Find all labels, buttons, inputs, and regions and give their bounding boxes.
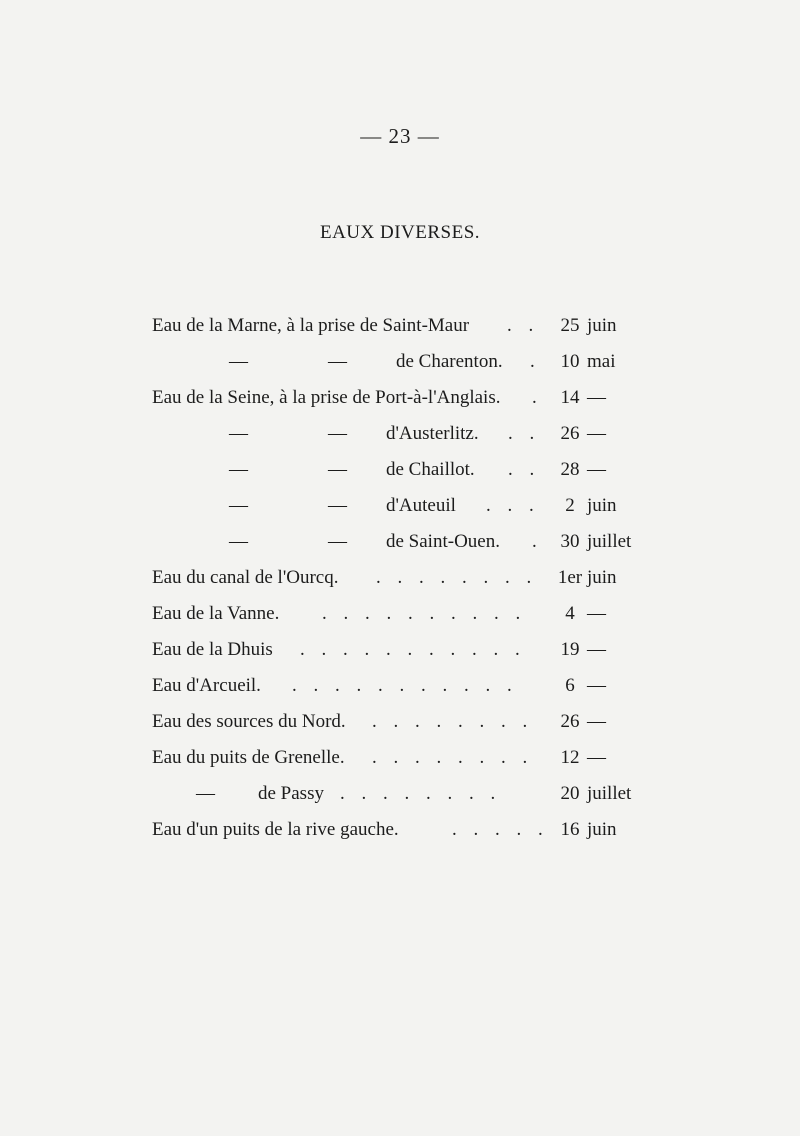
entry-day: 1er [557, 567, 583, 588]
leader-dots: . . . . . . . . . . . [292, 675, 518, 696]
ditto-dash: — [229, 351, 248, 372]
leader-dots: . . . . . . . . [340, 783, 502, 804]
entry-month: — [587, 675, 606, 696]
entry-month: — [587, 711, 606, 732]
entry-sublabel: de Chaillot. [386, 459, 475, 480]
ditto-dash: — [328, 495, 347, 516]
ditto-dash: — [229, 423, 248, 444]
leader-dots: . . [508, 459, 541, 480]
entry-month: juin [587, 495, 617, 516]
section-heading: EAUX DIVERSES. [319, 222, 481, 243]
leader-dots: . . . . . . . . . . [322, 603, 527, 624]
entry-month: — [587, 459, 606, 480]
entry-row [0, 632, 800, 668]
entry-day: 26 [560, 423, 580, 444]
entry-month: juillet [587, 531, 632, 552]
entry-row [0, 560, 800, 596]
ditto-dash: — [328, 459, 347, 480]
entry-day: 16 [560, 819, 580, 840]
leader-dots: . [532, 531, 543, 552]
ditto-dash: — [328, 351, 347, 372]
entry-row [0, 812, 800, 848]
leader-dots: . . . . . [452, 819, 549, 840]
entry-label: Eau des sources du Nord. [152, 711, 346, 732]
leader-dots: . . . . . . . . [372, 711, 534, 732]
leader-dots: . [532, 387, 543, 408]
entry-day: 6 [565, 675, 575, 696]
entry-row [0, 452, 800, 488]
entry-month: — [587, 387, 606, 408]
entry-row [0, 668, 800, 704]
ditto-dash: — [229, 495, 248, 516]
entry-day: 19 [560, 639, 580, 660]
entry-day: 10 [560, 351, 580, 372]
entry-month: mai [587, 351, 616, 372]
entry-day: 4 [565, 603, 575, 624]
entry-row [0, 416, 800, 452]
entry-sublabel: d'Auteuil [386, 495, 456, 516]
entry-label: Eau de la Seine, à la prise de Port-à-l'Anglais. [152, 387, 501, 408]
entry-month: juin [587, 315, 617, 336]
entry-label: Eau de la Marne, à la prise de Saint-Maur [152, 315, 470, 336]
entry-row [0, 488, 800, 524]
entry-label: Eau de la Vanne. [152, 603, 280, 624]
entry-label: Eau d'un puits de la rive gauche. [152, 819, 399, 840]
ditto-dash: — [229, 459, 248, 480]
ditto-dash: — [196, 783, 215, 804]
entry-month: — [587, 423, 606, 444]
leader-dots: . . . [486, 495, 540, 516]
leader-dots: . [530, 351, 541, 372]
ditto-dash: — [328, 531, 347, 552]
entry-month: juin [587, 567, 617, 588]
entry-row [0, 776, 800, 812]
entry-day: 12 [560, 747, 580, 768]
entry-label: Eau de la Dhuis [152, 639, 273, 660]
entry-day: 25 [560, 315, 580, 336]
entry-day: 26 [560, 711, 580, 732]
entry-sublabel: de Passy [258, 783, 324, 804]
entry-month: — [587, 639, 606, 660]
leader-dots: . . . . . . . . . . . [300, 639, 526, 660]
ditto-dash: — [328, 423, 347, 444]
entry-row [0, 704, 800, 740]
entry-day: 30 [560, 531, 580, 552]
entry-day: 14 [560, 387, 580, 408]
entry-row [0, 380, 800, 416]
leader-dots: . . [508, 423, 541, 444]
entry-month: juin [587, 819, 617, 840]
entry-day: 20 [560, 783, 580, 804]
entry-month: juillet [587, 783, 632, 804]
entry-row [0, 524, 800, 560]
entry-month: — [587, 747, 606, 768]
entry-day: 2 [565, 495, 575, 516]
entry-label: Eau du puits de Grenelle. [152, 747, 345, 768]
leader-dots: . . [507, 315, 540, 336]
entry-sublabel: de Saint-Ouen. [386, 531, 500, 552]
ditto-dash: — [229, 531, 248, 552]
entry-row [0, 740, 800, 776]
entry-label: Eau d'Arcueil. [152, 675, 261, 696]
entry-month: — [587, 603, 606, 624]
entry-row [0, 344, 800, 380]
leader-dots: . . . . . . . . [372, 747, 534, 768]
entry-label: Eau du canal de l'Ourcq. [152, 567, 339, 588]
entry-row [0, 308, 800, 344]
entry-row [0, 596, 800, 632]
entry-sublabel: d'Austerlitz. [386, 423, 479, 444]
leader-dots: . . . . . . . . [376, 567, 538, 588]
entry-sublabel: de Charenton. [396, 351, 503, 372]
page-number: — 23 — [360, 124, 440, 148]
entry-day: 28 [560, 459, 580, 480]
